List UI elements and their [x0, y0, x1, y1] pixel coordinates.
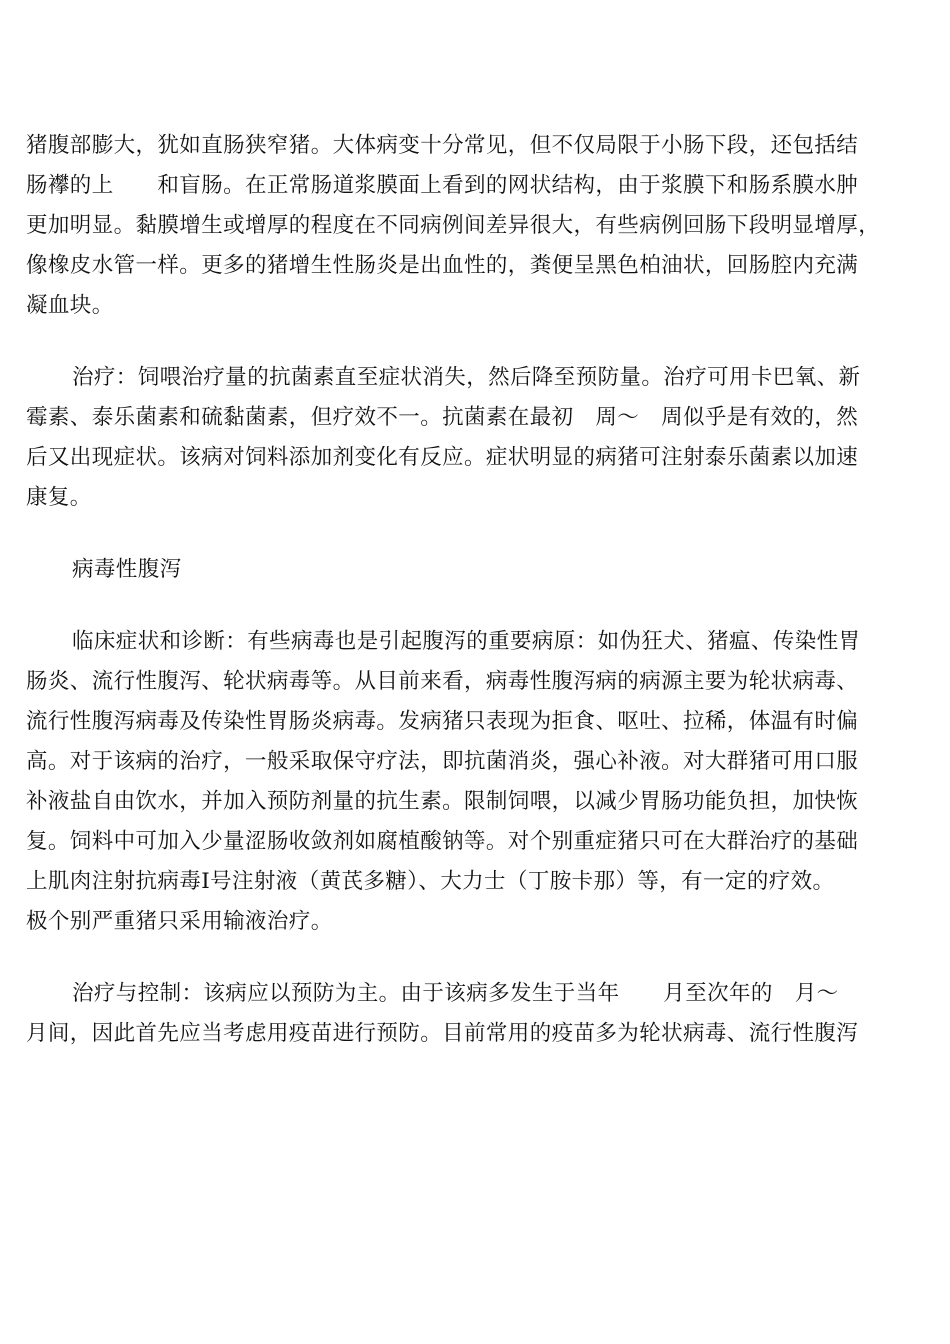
text-line: 极个别严重猪只采用输液治疗。: [26, 909, 333, 934]
text-line: 流行性腹泻病毒及传染性胃肠炎病毒。发病猪只表现为拒食、呕吐、拉稀，体温有时偏: [26, 709, 859, 734]
text-line: 霉素、泰乐菌素和硫黏菌素，但疗效不一。抗菌素在最初 周～ 周似乎是有效的，然: [26, 405, 859, 430]
paragraph-viral-symptoms: [26, 622, 928, 942]
text-line: 更加明显。黏膜增生或增厚的程度在不同病例间差异很大，有些病例回肠下段明显增厚，: [26, 213, 881, 238]
text-line: 肠襻的上 和盲肠。在正常肠道浆膜面上看到的网状结构，由于浆膜下和肠系膜水肿: [26, 173, 859, 198]
text-line: 临床症状和诊断：有些病毒也是引起腹泻的重要病原：如伪狂犬、猪瘟、传染性胃: [72, 629, 861, 654]
text-line: 补液盐自由饮水，并加入预防剂量的抗生素。限制饲喂，以减少胃肠功能负担，加快恢: [26, 789, 859, 814]
text-line: 治疗与控制：该病应以预防为主。由于该病多发生于当年 月至次年的 月～: [72, 981, 839, 1006]
text-line: 后又出现症状。该病对饲料添加剂变化有反应。症状明显的病猪可注射泰乐菌素以加速: [26, 445, 859, 470]
text-line: 月间，因此首先应当考虑用疫苗进行预防。目前常用的疫苗多为轮状病毒、流行性腹泻: [26, 1021, 859, 1046]
text-line: 上肌肉注射抗病毒Ⅰ号注射液（黄芪多糖）、大力士（丁胺卡那）等，有一定的疗效。: [26, 869, 835, 894]
paragraph-viral-control: [26, 974, 928, 1054]
heading-text: 病毒性腹泻: [72, 557, 182, 582]
text-line: 复。饲料中可加入少量涩肠收敛剂如腐植酸钠等。对个别重症猪只可在大群治疗的基础: [26, 829, 859, 854]
text-line: 凝血块。: [26, 293, 114, 318]
text-line: 像橡皮水管一样。更多的猪增生性肠炎是出血性的，粪便呈黑色柏油状，回肠腔内充满: [26, 253, 859, 278]
text-line: 肠炎、流行性腹泻、轮状病毒等。从目前来看，病毒性腹泻病的病源主要为轮状病毒、: [26, 669, 859, 694]
paragraph-ileitis-treatment: [26, 358, 928, 518]
section-heading-viral-diarrhea: [26, 550, 928, 590]
paragraph-ileitis-lesions: [26, 126, 928, 326]
text-line: 猪腹部膨大，犹如直肠狭窄猪。大体病变十分常见，但不仅局限于小肠下段，还包括结: [26, 133, 859, 158]
text-line: 康复。: [26, 485, 92, 510]
text-line: 高。对于该病的治疗，一般采取保守疗法，即抗菌消炎，强心补液。对大群猪可用口服: [26, 749, 859, 774]
document-page: [26, 126, 928, 1054]
text-line: 治疗：饲喂治疗量的抗菌素直至症状消失，然后降至预防量。治疗可用卡巴氧、新: [72, 365, 861, 390]
